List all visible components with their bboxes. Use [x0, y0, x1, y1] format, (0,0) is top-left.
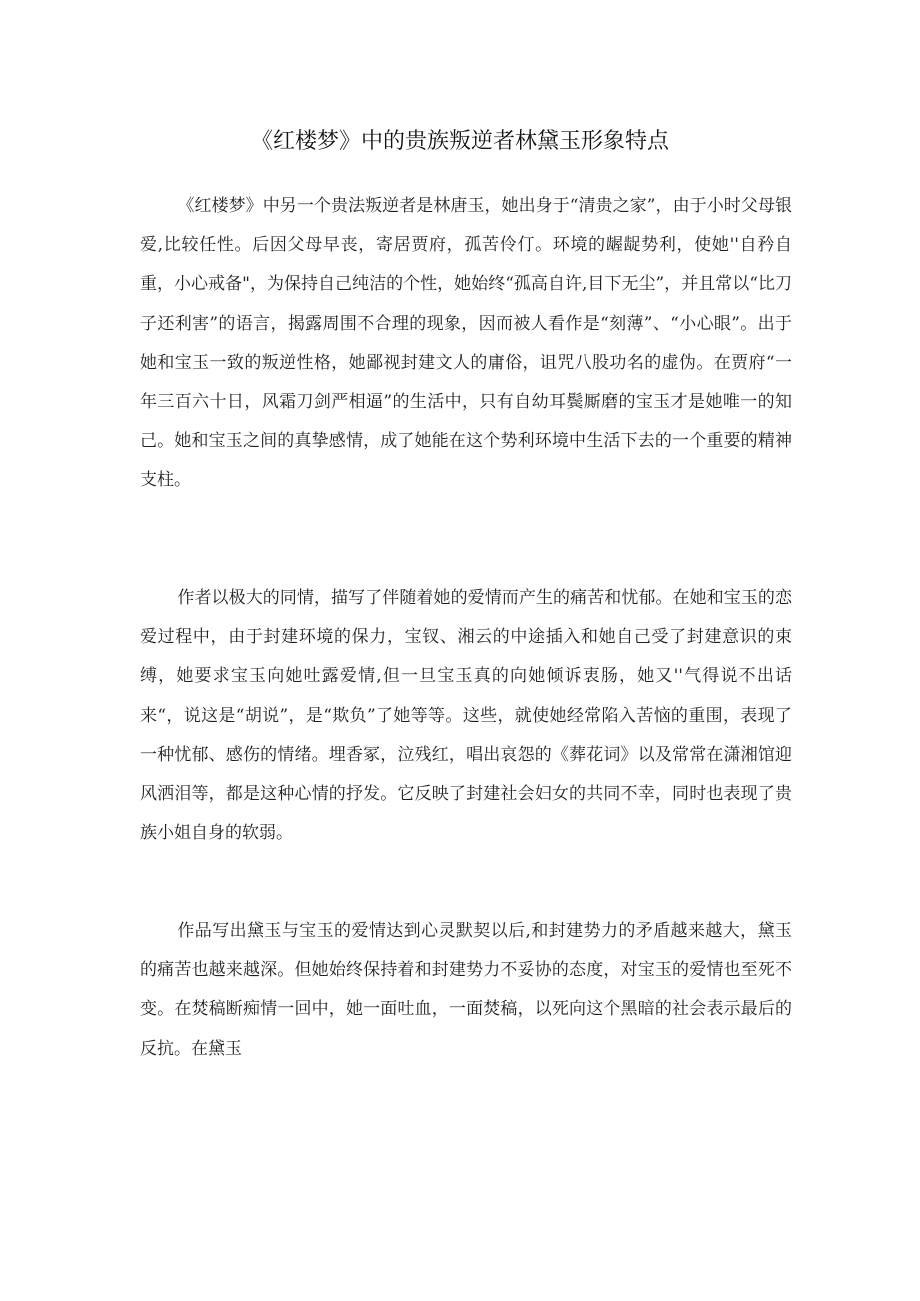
paragraph: 作品写出黛玉与宝玉的爱情达到心灵默契以后,和封建势力的矛盾越来越大，黛玉的痛苦也越来越深。但她始终保持着和封建势力不妥协的态度，对宝玉的爱情也至死不变。在焚稿断痴情一回中，她一面吐血，一面焚稿，以死向这个黑暗的社会表示最后的反抗。在黛玉: [140, 921, 792, 1059]
paragraph: 《红楼梦》中另一个贵法叛逆者是林唐玉，她出身于“清贵之家”，由于小时父母银爱,比较任性。后因父母早丧，寄居贾府，孤苦伶仃。环境的龌龊势利，使她''自矜自重，小心戒备"，为保持自己纯洁的个性，她始终“孤高自许,目下无尘”，并且常以“比刀子还利害”的语言，揭露周围不合理的现象，因而被人看作是“刻薄”、“小心眼”。出于她和宝玉一致的叛逆性格，她鄙视封建文人的庸俗，诅咒八股功名的虚伪。在贾府“一年三百六十日，风霜刀剑严相逼”的生活中，只有自幼耳鬓厮磨的宝玉才是她唯一的知己。她和宝玉之间的真挚感情，成了她能在这个势利环境中生活下去的一个重要的精神支柱。: [140, 196, 792, 491]
document-title: 《红楼梦》中的贵族叛逆者林黛玉形象特点: [250, 129, 669, 154]
paragraph: 作者以极大的同情，描写了伴随着她的爱情而产生的痛苦和忧郁。在她和宝玉的恋爱过程中，由于封建环境的保力，宝钗、湘云的中途插入和她自己受了封建意识的束缚，她要求宝玉向她吐露爱情,但一旦宝玉真的向她倾诉衷肠，她又''气得说不出话来“，说这是“胡说”，是“欺负”了她等等。这些，就使她经常陷入苦恼的重围，表现了一种忧郁、感伤的情绪。埋香冢，泣残红，唱出哀怨的《葬花词》以及常常在潇湘馆迎风洒泪等，都是这种心情的抒发。它反映了封建社会妇女的共同不幸，同时也表现了贵族小姐自身的软弱。: [140, 588, 792, 844]
